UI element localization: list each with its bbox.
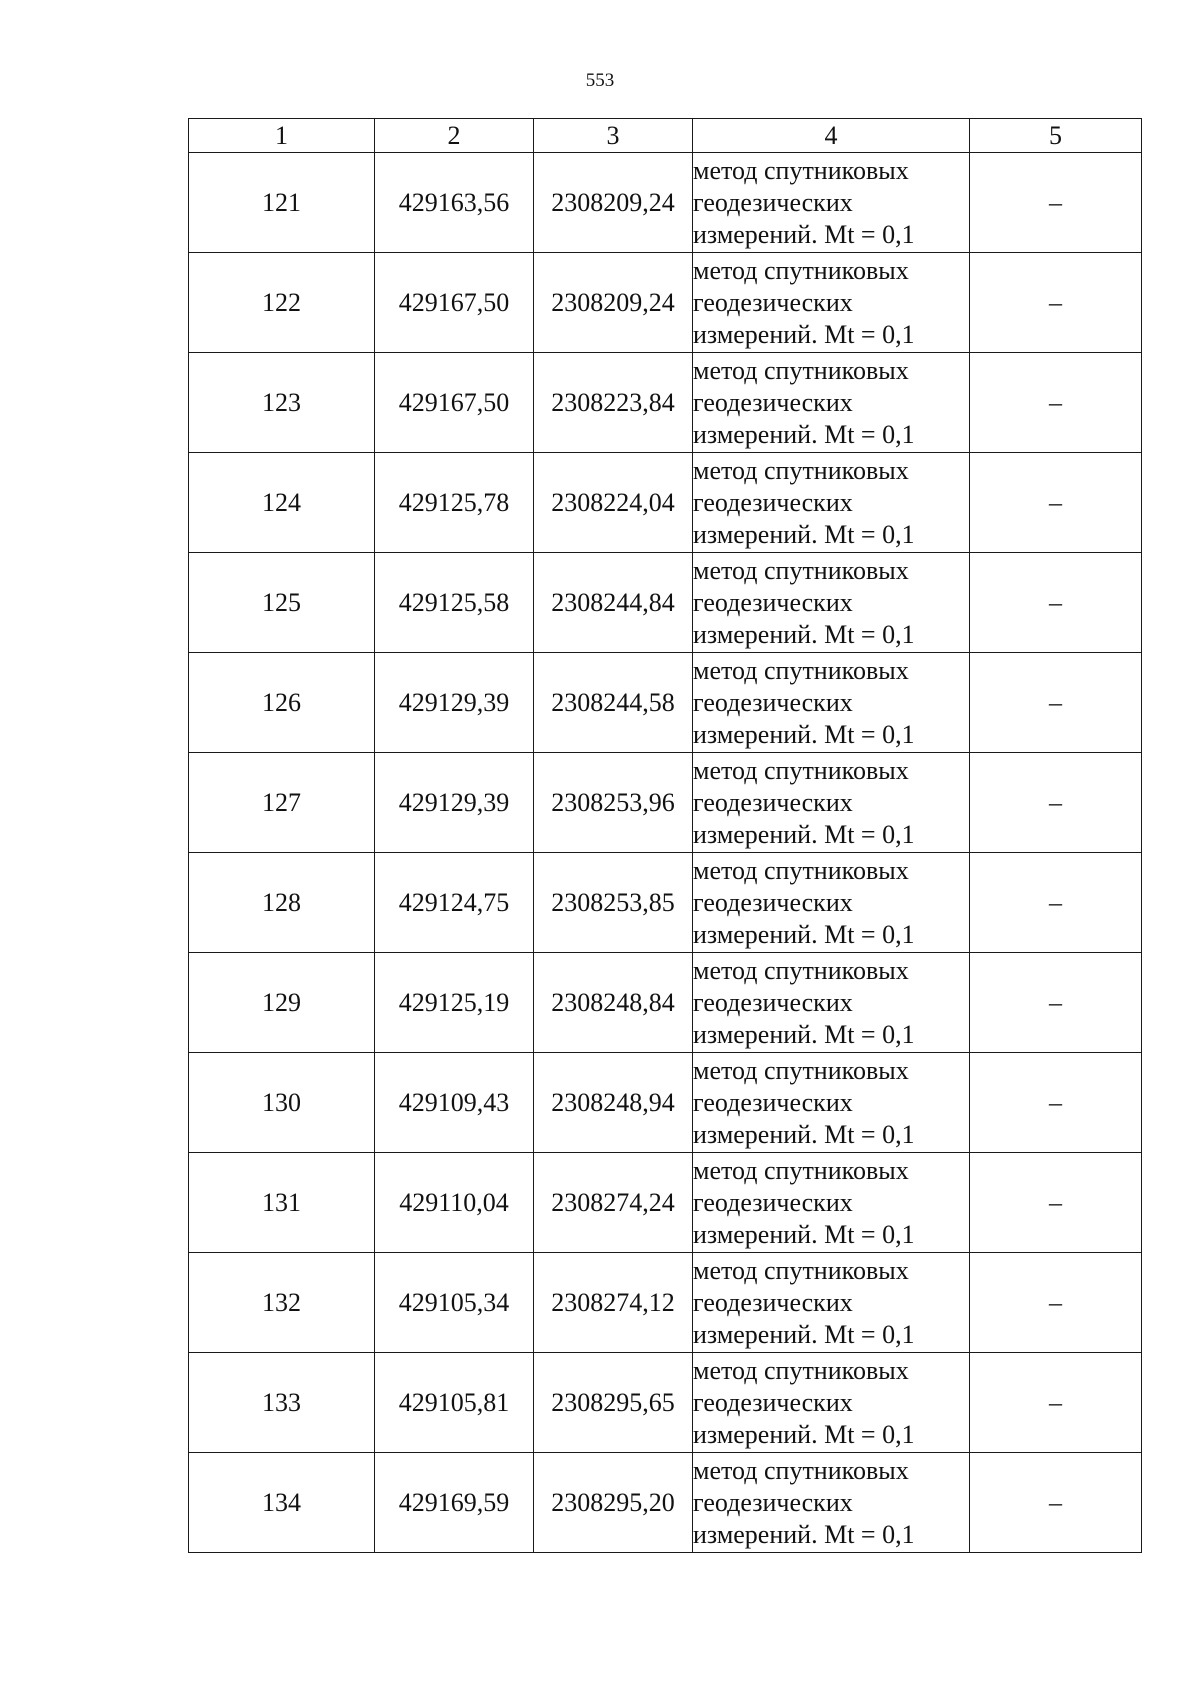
x-coordinate-cell: 429105,81	[375, 1353, 534, 1453]
method-line: метод спутниковых	[693, 1355, 909, 1385]
method-line: измерений. Mt = 0,1	[693, 719, 915, 749]
method-line: измерений. Mt = 0,1	[693, 1419, 915, 1449]
note-cell: –	[970, 653, 1142, 753]
point-number-cell: 132	[189, 1253, 375, 1353]
note-cell: –	[970, 853, 1142, 953]
method-line: метод спутниковых	[693, 1155, 909, 1185]
y-coordinate-cell: 2308253,96	[534, 753, 693, 853]
note-cell: –	[970, 253, 1142, 353]
method-cell	[693, 853, 970, 953]
table-row	[189, 1453, 1142, 1553]
method-line: геодезических	[693, 787, 853, 817]
table-row	[189, 453, 1142, 553]
y-coordinate-cell: 2308253,85	[534, 853, 693, 953]
method-line: метод спутниковых	[693, 555, 909, 585]
x-coordinate-cell: 429169,59	[375, 1453, 534, 1553]
method-line: геодезических	[693, 887, 853, 917]
method-line: метод спутниковых	[693, 655, 909, 685]
point-number-cell: 131	[189, 1153, 375, 1253]
y-coordinate-cell: 2308295,65	[534, 1353, 693, 1453]
method-line: метод спутниковых	[693, 355, 909, 385]
table-row	[189, 653, 1142, 753]
method-line: метод спутниковых	[693, 855, 909, 885]
note-cell: –	[970, 1053, 1142, 1153]
method-line: геодезических	[693, 1287, 853, 1317]
method-line: метод спутниковых	[693, 755, 909, 785]
method-cell	[693, 953, 970, 1053]
x-coordinate-cell: 429124,75	[375, 853, 534, 953]
table-row	[189, 1153, 1142, 1253]
table-row	[189, 553, 1142, 653]
note-cell: –	[970, 353, 1142, 453]
y-coordinate-cell: 2308224,04	[534, 453, 693, 553]
note-cell: –	[970, 953, 1142, 1053]
method-line: измерений. Mt = 0,1	[693, 219, 915, 249]
x-coordinate-cell: 429167,50	[375, 353, 534, 453]
table-row	[189, 1353, 1142, 1453]
x-coordinate-cell: 429109,43	[375, 1053, 534, 1153]
method-cell	[693, 253, 970, 353]
method-line: измерений. Mt = 0,1	[693, 919, 915, 949]
header-col-5: 5	[970, 119, 1142, 153]
y-coordinate-cell: 2308248,84	[534, 953, 693, 1053]
table-row	[189, 153, 1142, 253]
point-number-cell: 124	[189, 453, 375, 553]
y-coordinate-cell: 2308209,24	[534, 253, 693, 353]
y-coordinate-cell: 2308244,84	[534, 553, 693, 653]
method-line: измерений. Mt = 0,1	[693, 619, 915, 649]
note-cell: –	[970, 1253, 1142, 1353]
point-number-cell: 123	[189, 353, 375, 453]
point-number-cell: 129	[189, 953, 375, 1053]
method-line: метод спутниковых	[693, 1255, 909, 1285]
point-number-cell: 134	[189, 1453, 375, 1553]
method-cell	[693, 453, 970, 553]
x-coordinate-cell: 429167,50	[375, 253, 534, 353]
header-col-2: 2	[375, 119, 534, 153]
x-coordinate-cell: 429125,19	[375, 953, 534, 1053]
method-line: геодезических	[693, 1387, 853, 1417]
x-coordinate-cell: 429110,04	[375, 1153, 534, 1253]
table-row	[189, 953, 1142, 1053]
method-cell	[693, 353, 970, 453]
x-coordinate-cell: 429129,39	[375, 753, 534, 853]
point-number-cell: 126	[189, 653, 375, 753]
method-line: геодезических	[693, 1487, 853, 1517]
point-number-cell: 128	[189, 853, 375, 953]
point-number-cell: 125	[189, 553, 375, 653]
page-number: 553	[585, 70, 615, 91]
header-row	[189, 119, 1142, 153]
coordinates-table	[188, 118, 1142, 1553]
method-line: измерений. Mt = 0,1	[693, 419, 915, 449]
method-line: измерений. Mt = 0,1	[693, 1119, 915, 1149]
method-cell	[693, 1353, 970, 1453]
method-line: геодезических	[693, 187, 853, 217]
point-number-cell: 127	[189, 753, 375, 853]
note-cell: –	[970, 1153, 1142, 1253]
method-line: геодезических	[693, 1187, 853, 1217]
method-line: геодезических	[693, 587, 853, 617]
method-cell	[693, 1053, 970, 1153]
method-line: метод спутниковых	[693, 455, 909, 485]
note-cell: –	[970, 453, 1142, 553]
y-coordinate-cell: 2308223,84	[534, 353, 693, 453]
note-cell: –	[970, 1453, 1142, 1553]
table-row	[189, 1253, 1142, 1353]
x-coordinate-cell: 429125,58	[375, 553, 534, 653]
method-line: геодезических	[693, 387, 853, 417]
method-line: метод спутниковых	[693, 255, 909, 285]
method-line: геодезических	[693, 487, 853, 517]
method-cell	[693, 653, 970, 753]
header-col-3: 3	[534, 119, 693, 153]
table-row	[189, 853, 1142, 953]
header-col-1: 1	[189, 119, 375, 153]
x-coordinate-cell: 429125,78	[375, 453, 534, 553]
note-cell: –	[970, 153, 1142, 253]
method-line: измерений. Mt = 0,1	[693, 819, 915, 849]
method-line: измерений. Mt = 0,1	[693, 519, 915, 549]
y-coordinate-cell: 2308274,24	[534, 1153, 693, 1253]
method-line: измерений. Mt = 0,1	[693, 1019, 915, 1049]
y-coordinate-cell: 2308248,94	[534, 1053, 693, 1153]
y-coordinate-cell: 2308274,12	[534, 1253, 693, 1353]
table-body	[189, 153, 1142, 1553]
method-line: метод спутниковых	[693, 155, 909, 185]
table-row	[189, 753, 1142, 853]
method-cell	[693, 753, 970, 853]
method-line: геодезических	[693, 1087, 853, 1117]
method-line: измерений. Mt = 0,1	[693, 1219, 915, 1249]
x-coordinate-cell: 429105,34	[375, 1253, 534, 1353]
y-coordinate-cell: 2308244,58	[534, 653, 693, 753]
point-number-cell: 133	[189, 1353, 375, 1453]
point-number-cell: 122	[189, 253, 375, 353]
table-row	[189, 353, 1142, 453]
method-line: геодезических	[693, 287, 853, 317]
point-number-cell: 121	[189, 153, 375, 253]
y-coordinate-cell: 2308295,20	[534, 1453, 693, 1553]
method-line: метод спутниковых	[693, 1455, 909, 1485]
y-coordinate-cell: 2308209,24	[534, 153, 693, 253]
method-cell	[693, 1153, 970, 1253]
table-row	[189, 1053, 1142, 1153]
method-cell	[693, 1253, 970, 1353]
note-cell: –	[970, 553, 1142, 653]
method-line: метод спутниковых	[693, 955, 909, 985]
method-line: измерений. Mt = 0,1	[693, 1519, 915, 1549]
method-line: измерений. Mt = 0,1	[693, 319, 915, 349]
note-cell: –	[970, 753, 1142, 853]
header-col-4: 4	[693, 119, 970, 153]
note-cell: –	[970, 1353, 1142, 1453]
table-row	[189, 253, 1142, 353]
method-line: геодезических	[693, 987, 853, 1017]
method-line: метод спутниковых	[693, 1055, 909, 1085]
x-coordinate-cell: 429129,39	[375, 653, 534, 753]
method-line: геодезических	[693, 687, 853, 717]
method-line: измерений. Mt = 0,1	[693, 1319, 915, 1349]
point-number-cell: 130	[189, 1053, 375, 1153]
method-cell	[693, 553, 970, 653]
method-cell	[693, 153, 970, 253]
x-coordinate-cell: 429163,56	[375, 153, 534, 253]
method-cell	[693, 1453, 970, 1553]
